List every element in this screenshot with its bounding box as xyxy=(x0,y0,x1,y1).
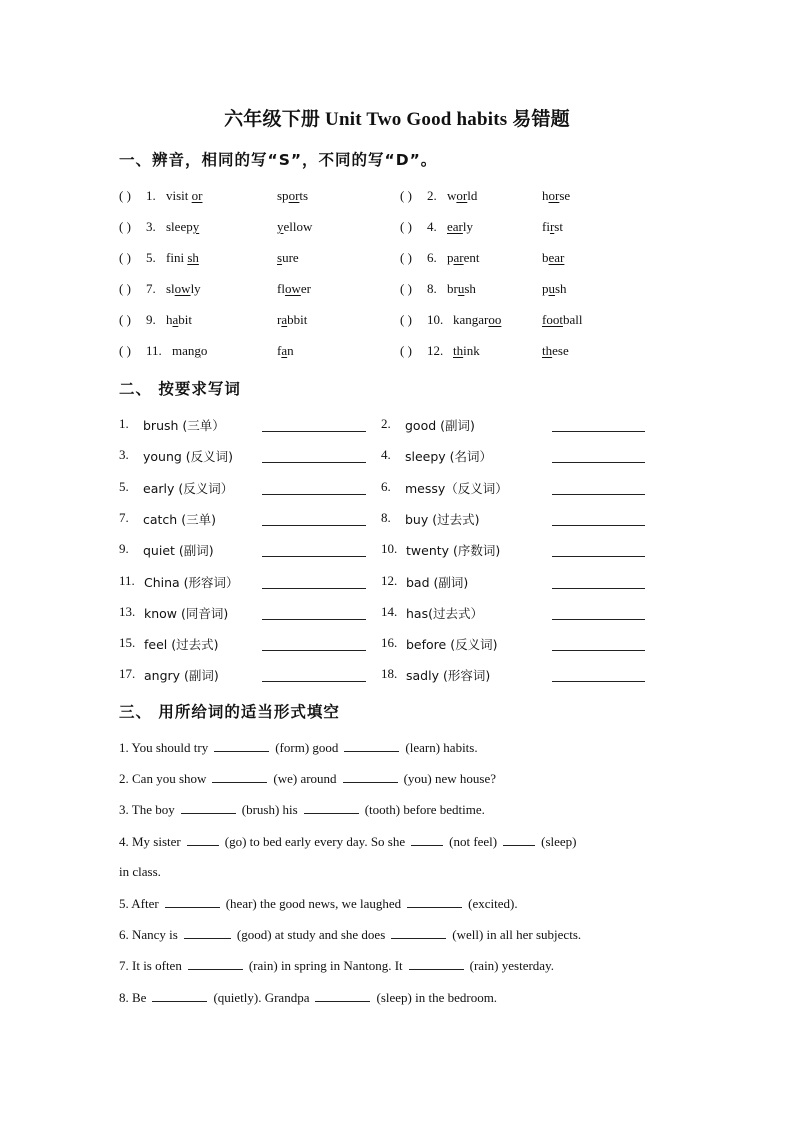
answer-blank[interactable] xyxy=(262,619,366,620)
item-prompt: twenty (序数词) xyxy=(406,543,501,559)
sentence-text: 8. Be xyxy=(119,989,147,1005)
word-b xyxy=(542,219,563,235)
item-number: 10. xyxy=(381,541,398,557)
item-prompt: buy (过去式) xyxy=(405,511,480,527)
word-part: r xyxy=(549,219,555,234)
sentence-text: (not feel) xyxy=(449,833,498,849)
sentence-text: (go) to bed early every day. So she xyxy=(224,833,406,849)
sentence-text: (hear) the good news, we laughed xyxy=(225,896,402,911)
word-part: s xyxy=(277,250,283,265)
word-a xyxy=(166,250,199,266)
item-number: 12. xyxy=(381,572,398,588)
sentence-text: (learn) habits. xyxy=(405,740,478,755)
answer-paren[interactable]: ( ) xyxy=(119,343,131,358)
sentence-text: (brush) his xyxy=(241,802,298,818)
word-part: p xyxy=(447,250,454,265)
word-a xyxy=(447,219,473,235)
answer-blank[interactable] xyxy=(262,556,366,557)
word-part: or xyxy=(191,188,203,203)
item-prompt: quiet (副词) xyxy=(143,543,214,559)
item-number: 9. xyxy=(146,312,156,327)
word-part: or xyxy=(548,188,560,203)
word-part: ent xyxy=(463,250,480,265)
word-part: se xyxy=(559,188,571,203)
sentence-text: (sleep) in the bedroom. xyxy=(376,989,498,1005)
word-part: ar xyxy=(453,250,464,265)
word-part: th xyxy=(542,343,553,358)
answer-blank[interactable] xyxy=(552,588,645,589)
sentence-text: (good) at study and she does xyxy=(236,927,386,943)
word-part: b xyxy=(542,250,549,265)
word-part: a xyxy=(172,312,179,327)
item-number: 12. xyxy=(427,343,444,358)
word-part: r xyxy=(277,312,282,327)
fill-sentence xyxy=(119,864,161,880)
answer-paren[interactable]: ( ) xyxy=(400,188,412,203)
item-prompt: brush (三单） xyxy=(143,418,225,433)
item-number: 14. xyxy=(381,603,398,619)
item-number: 11. xyxy=(146,343,162,358)
sentence-text: (form) good xyxy=(275,740,339,755)
sentence-text: in class. xyxy=(119,863,161,879)
word-part: sh xyxy=(555,281,567,296)
word-part: st xyxy=(554,219,563,234)
answer-blank[interactable] xyxy=(552,619,645,620)
item-number: 1. xyxy=(146,188,156,203)
fill-blank[interactable] xyxy=(152,989,207,1002)
item-number: 4. xyxy=(427,219,437,234)
word-part: w xyxy=(447,188,457,203)
answer-blank[interactable] xyxy=(262,650,366,651)
word-part: a xyxy=(281,312,288,327)
sentence-text: (quietly). Grandpa xyxy=(213,989,310,1005)
word-part: ellow xyxy=(283,219,313,234)
answer-blank[interactable] xyxy=(262,462,366,463)
sentence-text: 2. Can you show xyxy=(119,771,207,787)
fill-blank[interactable] xyxy=(407,895,462,908)
answer-blank[interactable] xyxy=(552,431,645,432)
fill-blank[interactable] xyxy=(304,801,359,814)
item-number: 9. xyxy=(119,541,129,557)
word-part: or xyxy=(288,188,300,203)
fill-blank[interactable] xyxy=(409,957,464,970)
word-part: n xyxy=(287,343,294,358)
fill-blank[interactable] xyxy=(181,801,236,814)
word-part: ly xyxy=(190,281,201,296)
answer-blank[interactable] xyxy=(552,650,645,651)
sentence-text: 7. It is often xyxy=(119,958,182,974)
answer-paren[interactable]: ( ) xyxy=(400,312,412,327)
word-part: oo xyxy=(488,312,502,327)
item-prompt: sleepy (名词） xyxy=(405,449,493,465)
fill-blank[interactable] xyxy=(343,770,398,783)
word-a xyxy=(447,281,476,297)
word-b xyxy=(542,343,569,359)
answer-blank[interactable] xyxy=(262,681,366,682)
item-number: 4. xyxy=(381,447,391,463)
word-part: th xyxy=(453,343,464,358)
item-number: 7. xyxy=(119,509,129,525)
sentence-text: (rain) in spring in Nantong. It xyxy=(248,958,403,974)
word-part: man xyxy=(172,343,195,358)
fill-sentence xyxy=(119,957,554,974)
answer-paren[interactable]: ( ) xyxy=(119,219,131,234)
fill-blank[interactable] xyxy=(344,739,399,752)
word-part: h xyxy=(166,312,173,327)
item-prompt: sadly (形容词) xyxy=(406,668,491,684)
sentence-text: (we) around xyxy=(273,771,337,787)
item-number: 5. xyxy=(146,250,156,265)
fill-sentence xyxy=(119,801,485,818)
item-number: 8. xyxy=(427,281,437,296)
answer-paren[interactable]: ( ) xyxy=(119,281,131,296)
answer-blank[interactable] xyxy=(262,431,366,432)
answer-blank[interactable] xyxy=(552,462,645,463)
word-a xyxy=(166,188,203,204)
sentence-text: (sleep) xyxy=(541,833,577,849)
answer-blank[interactable] xyxy=(552,494,645,495)
fill-sentence xyxy=(119,770,496,787)
item-number: 2. xyxy=(381,416,391,431)
answer-paren[interactable]: ( ) xyxy=(119,250,131,265)
sentence-text: 4. My sister xyxy=(119,833,181,849)
word-a xyxy=(166,219,199,235)
fill-sentence xyxy=(119,833,577,850)
word-part: ese xyxy=(552,343,569,358)
answer-blank[interactable] xyxy=(552,681,645,682)
page-title: 六年级下册 Unit Two Good habits 易错题 xyxy=(224,109,570,130)
word-part: y xyxy=(192,219,200,234)
fill-blank[interactable] xyxy=(391,926,446,939)
item-number: 6. xyxy=(381,478,391,494)
word-part: fl xyxy=(277,281,285,296)
word-part: ear xyxy=(447,219,463,234)
word-part: ball xyxy=(562,312,583,327)
word-part: sh xyxy=(464,281,476,296)
word-part: ear xyxy=(548,250,565,265)
answer-paren[interactable]: ( ) xyxy=(119,312,131,327)
word-part: kangar xyxy=(453,312,489,327)
answer-blank[interactable] xyxy=(262,494,366,495)
sentence-text: 1. You should try xyxy=(119,740,209,755)
item-number: 6. xyxy=(427,250,437,265)
answer-paren[interactable]: ( ) xyxy=(400,219,412,234)
word-part: ow xyxy=(174,281,191,296)
word-part: sleep xyxy=(166,219,193,234)
answer-paren[interactable]: ( ) xyxy=(400,281,412,296)
item-prompt: know (同音词) xyxy=(144,605,229,621)
word-part: y xyxy=(277,219,284,234)
item-prompt: young (反义词) xyxy=(143,449,234,465)
word-a xyxy=(453,343,480,359)
sentence-text: (excited). xyxy=(468,896,518,911)
word-b xyxy=(277,188,308,204)
sentence-text: (rain) yesterday. xyxy=(469,958,554,974)
fill-sentence xyxy=(119,926,581,943)
word-part: fini xyxy=(166,250,188,265)
word-b xyxy=(542,250,564,266)
word-part: ts xyxy=(299,188,309,203)
fill-blank[interactable] xyxy=(503,833,535,846)
item-prompt: bad (副词) xyxy=(406,574,469,590)
answer-blank[interactable] xyxy=(262,525,366,526)
item-number: 15. xyxy=(119,635,136,651)
item-number: 3. xyxy=(119,447,129,463)
answer-paren[interactable]: ( ) xyxy=(119,188,131,203)
answer-blank[interactable] xyxy=(552,556,645,557)
item-prompt: messy（反义词） xyxy=(405,480,508,496)
word-part: er xyxy=(300,281,311,296)
word-part: or xyxy=(456,188,468,203)
sentence-text: 6. Nancy is xyxy=(119,927,178,943)
word-part: p xyxy=(542,281,549,296)
item-prompt: China (形容词） xyxy=(144,574,239,590)
fill-blank[interactable] xyxy=(165,895,220,908)
word-part: f xyxy=(277,343,282,358)
word-b xyxy=(542,312,582,328)
item-prompt: good (副词) xyxy=(405,418,475,433)
word-a xyxy=(447,188,477,204)
word-part: sl xyxy=(166,281,175,296)
fill-blank[interactable] xyxy=(187,833,219,846)
item-prompt: angry (副词) xyxy=(144,668,219,684)
answer-blank[interactable] xyxy=(552,525,645,526)
word-part: sh xyxy=(187,250,199,265)
fill-blank[interactable] xyxy=(188,957,243,970)
sentence-text: 3. The boy xyxy=(119,802,175,818)
word-part: ld xyxy=(467,188,478,203)
word-part: h xyxy=(542,188,549,203)
word-part: visit xyxy=(166,188,192,203)
word-part: g xyxy=(194,343,201,358)
word-b xyxy=(277,343,294,359)
answer-blank[interactable] xyxy=(262,588,366,589)
word-part: a xyxy=(281,343,288,358)
sentence-text: 5. After xyxy=(119,896,159,911)
item-number: 17. xyxy=(119,666,136,682)
sentence-text: (you) new house? xyxy=(403,771,496,787)
item-number: 18. xyxy=(381,666,398,682)
item-number: 10. xyxy=(427,312,444,327)
answer-paren[interactable]: ( ) xyxy=(400,343,412,358)
word-a xyxy=(453,312,501,328)
sentence-text: (tooth) before bedtime. xyxy=(364,802,485,818)
item-prompt: early (反义词） xyxy=(143,480,234,496)
word-b xyxy=(277,312,307,328)
item-number: 16. xyxy=(381,635,398,651)
word-part: sp xyxy=(277,188,289,203)
fill-sentence xyxy=(119,739,478,756)
item-number: 11. xyxy=(119,572,135,588)
item-prompt: catch (三单) xyxy=(143,511,216,527)
word-part: u xyxy=(548,281,555,296)
item-number: 8. xyxy=(381,509,391,525)
item-number: 1. xyxy=(119,416,129,431)
item-number: 3. xyxy=(146,219,156,234)
fill-blank[interactable] xyxy=(214,739,269,752)
word-part: br xyxy=(447,281,458,296)
item-number: 13. xyxy=(119,603,136,619)
section2-heading: 二、 按要求写词 xyxy=(119,380,241,398)
item-prompt: before (反义词) xyxy=(406,637,498,653)
word-part: bbit xyxy=(287,312,308,327)
fill-blank[interactable] xyxy=(184,926,231,939)
word-part: ly xyxy=(462,219,473,234)
section3-heading: 三、 用所给词的适当形式填空 xyxy=(119,703,340,721)
item-number: 5. xyxy=(119,478,129,494)
fill-blank[interactable] xyxy=(411,833,443,846)
fill-blank[interactable] xyxy=(315,989,370,1002)
section1-heading: 一、辨音，相同的写“S”，不同的写“D”。 xyxy=(119,151,438,169)
word-part: ink xyxy=(463,343,480,358)
word-a xyxy=(166,312,192,328)
word-b xyxy=(542,188,570,204)
fill-blank[interactable] xyxy=(212,770,267,783)
word-a xyxy=(447,250,480,266)
word-a xyxy=(166,281,201,297)
item-prompt: feel (过去式) xyxy=(144,637,219,653)
word-b xyxy=(542,281,567,297)
fill-sentence xyxy=(119,989,497,1006)
answer-paren[interactable]: ( ) xyxy=(400,250,412,265)
word-a xyxy=(172,343,207,359)
word-part: foot xyxy=(542,312,563,327)
item-number: 2. xyxy=(427,188,437,203)
item-number: 7. xyxy=(146,281,156,296)
word-part: u xyxy=(457,281,465,296)
word-part: fi xyxy=(542,219,550,234)
word-part: ure xyxy=(282,250,299,265)
sentence-text: (well) in all her subjects. xyxy=(452,927,582,943)
word-part: ow xyxy=(284,281,301,296)
word-part: o xyxy=(200,343,208,358)
item-prompt: has(过去式） xyxy=(406,605,483,621)
word-b xyxy=(277,219,312,235)
word-b xyxy=(277,250,299,266)
word-b xyxy=(277,281,311,297)
word-part: bit xyxy=(178,312,193,327)
fill-sentence xyxy=(119,895,518,912)
